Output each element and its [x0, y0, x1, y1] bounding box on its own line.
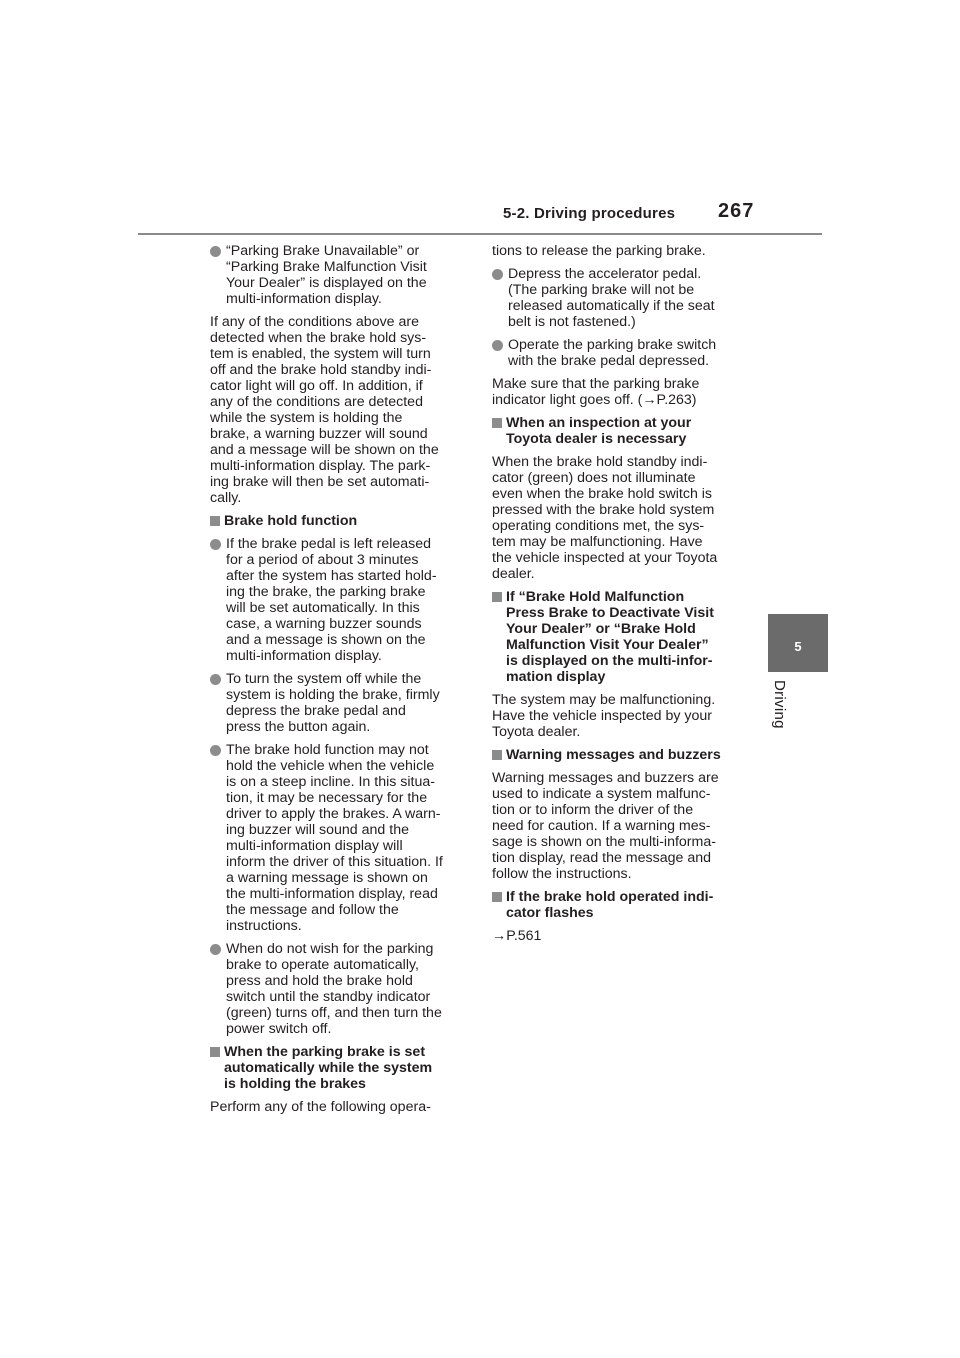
text-line: dealer. [492, 566, 535, 582]
text-line: The brake hold function may not [226, 742, 429, 758]
text-line: tion, it may be necessary for the [226, 790, 428, 806]
text-line: When the parking brake is set [224, 1044, 426, 1060]
text-line: mation display [506, 669, 606, 685]
left-column [210, 243, 468, 1122]
text-line: driver to apply the brakes. A warn- [226, 806, 441, 822]
bullet-item [210, 671, 468, 735]
text-line: sage is shown on the multi-informa- [492, 834, 716, 850]
text-line: the vehicle inspected at your Toyota [492, 550, 718, 566]
text-line: is on a steep incline. In this situa- [226, 774, 435, 790]
text-line: brake to operate automatically, [226, 957, 419, 973]
body-paragraph [492, 770, 750, 882]
text-line: while the system is holding the [210, 410, 403, 426]
text-line: Warning messages and buzzers are [492, 770, 719, 786]
text-line: any of the conditions are detected [210, 394, 423, 410]
text-line: and a message will be shown on the [210, 442, 439, 458]
text-line: tion display, read the message and [492, 850, 711, 866]
text-line: depress the brake pedal and [226, 703, 406, 719]
text-line: need for caution. If a warning mes- [492, 818, 711, 834]
text-line: and a message is shown on the [226, 632, 426, 648]
body-paragraph [492, 692, 750, 740]
text-line: “Parking Brake Malfunction Visit [226, 259, 427, 275]
text-line: switch until the standby indicator [226, 989, 431, 1005]
text-line: If the brake pedal is left released [226, 536, 432, 552]
text-line: a warning message is shown on [226, 870, 428, 886]
text-line: is holding the brakes [224, 1076, 366, 1092]
text-line: Toyota dealer. [492, 724, 581, 740]
text-line: When do not wish for the parking [226, 941, 434, 957]
bullet-item [492, 337, 750, 369]
text-line: after the system has started hold- [226, 568, 437, 584]
text-line: brake, a warning buzzer will sound [210, 426, 428, 442]
body-paragraph [492, 376, 750, 408]
page-reference[interactable] [492, 928, 750, 944]
right-column [492, 243, 750, 944]
text-line: (green) turns off, and then turn the [226, 1005, 442, 1021]
text-line: “Parking Brake Unavailable” or [226, 243, 420, 259]
text-line: Warning messages and buzzers [506, 747, 721, 763]
text-line: pressed with the brake hold system [492, 502, 715, 518]
text-line: press the button again. [226, 719, 371, 735]
text-line: When the brake hold standby indi- [492, 454, 708, 470]
section-heading [492, 415, 750, 447]
text-line: case, a warning buzzer sounds [226, 616, 422, 632]
header-divider [138, 233, 822, 235]
text-line: Your Dealer” or “Brake Hold [506, 621, 696, 637]
text-line: even when the brake hold switch is [492, 486, 713, 502]
section-heading [492, 889, 750, 921]
body-paragraph [210, 314, 468, 506]
text-line: inform the driver of this situation. If [226, 854, 443, 870]
text-line: tions to release the parking brake. [492, 243, 706, 259]
text-line: detected when the brake hold sys- [210, 330, 427, 346]
text-line: If the brake hold operated indi- [506, 889, 714, 905]
text-line: multi-information display will [226, 838, 403, 854]
text-line: hold the vehicle when the vehicle [226, 758, 435, 774]
text-line: cator light will go off. In addition, if [210, 378, 423, 394]
text-line: multi-information display. [226, 291, 382, 307]
bullet-item [492, 266, 750, 330]
text-line: used to indicate a system malfunc- [492, 786, 711, 802]
text-line: press and hold the brake hold [226, 973, 413, 989]
text-line: Perform any of the following opera- [210, 1099, 431, 1115]
text-line: operating conditions met, the sys- [492, 518, 705, 534]
text-line: ing buzzer will sound and the [226, 822, 409, 838]
text-line: If “Brake Hold Malfunction [506, 589, 685, 605]
section-heading [492, 589, 750, 685]
bullet-item [210, 243, 468, 307]
section-header-title: 5-2. Driving procedures [503, 205, 676, 222]
chapter-tab-number: 5 [794, 639, 802, 654]
text-line: Malfunction Visit Your Dealer” [506, 637, 709, 653]
text-line: Brake hold function [224, 513, 358, 529]
text-line: is displayed on the multi-infor- [506, 653, 713, 669]
bullet-item [210, 941, 468, 1037]
text-line: ing brake will then be set automati- [210, 474, 430, 490]
text-line: (The parking brake will not be [508, 282, 695, 298]
text-line: When an inspection at your [506, 415, 692, 431]
text-line: with the brake pedal depressed. [508, 353, 710, 369]
page-number: 267 [718, 200, 755, 222]
body-paragraph [492, 243, 750, 259]
text-line: system is holding the brake, firmly [226, 687, 440, 703]
text-line: Make sure that the parking brake [492, 376, 700, 392]
chapter-tab-label: Driving [771, 680, 788, 729]
text-line: To turn the system off while the [226, 671, 422, 687]
text-line: tion or to inform the driver of the [492, 802, 694, 818]
text-line: cator (green) does not illuminate [492, 470, 696, 486]
text-line: Press Brake to Deactivate Visit [506, 605, 714, 621]
text-line: Operate the parking brake switch [508, 337, 717, 353]
text-line: →P.561 [492, 928, 542, 944]
text-line: the message and follow the [226, 902, 399, 918]
text-line: instructions. [226, 918, 302, 934]
text-line: Toyota dealer is necessary [506, 431, 687, 447]
bullet-item [210, 742, 468, 934]
chapter-tab [768, 614, 828, 672]
text-line: belt is not fastened.) [508, 314, 636, 330]
text-line: If any of the conditions above are [210, 314, 420, 330]
text-line: automatically while the system [224, 1060, 433, 1076]
text-line: for a period of about 3 minutes [226, 552, 419, 568]
text-line: indicator light goes off. (→P.263) [492, 392, 697, 408]
text-line: Have the vehicle inspected by your [492, 708, 713, 724]
text-line: Your Dealer” is displayed on the [226, 275, 427, 291]
body-paragraph [210, 1099, 468, 1115]
text-line: the multi-information display, read [226, 886, 438, 902]
text-line: cator flashes [506, 905, 594, 921]
section-heading [492, 747, 750, 763]
text-line: power switch off. [226, 1021, 332, 1037]
text-line: released automatically if the seat [508, 298, 715, 314]
text-line: will be set automatically. In this [226, 600, 420, 616]
text-line: tem may be malfunctioning. Have [492, 534, 703, 550]
section-heading [210, 513, 468, 529]
text-line: cally. [210, 490, 242, 506]
text-line: Depress the accelerator pedal. [508, 266, 702, 282]
text-line: tem is enabled, the system will turn [210, 346, 431, 362]
bullet-item [210, 536, 468, 664]
text-line: ing the brake, the parking brake [226, 584, 426, 600]
text-line: follow the instructions. [492, 866, 632, 882]
section-heading [210, 1044, 468, 1092]
body-paragraph [492, 454, 750, 582]
text-line: off and the brake hold standby indi- [210, 362, 432, 378]
text-line: multi-information display. [226, 648, 382, 664]
text-line: The system may be malfunctioning. [492, 692, 716, 708]
text-line: multi-information display. The park- [210, 458, 431, 474]
